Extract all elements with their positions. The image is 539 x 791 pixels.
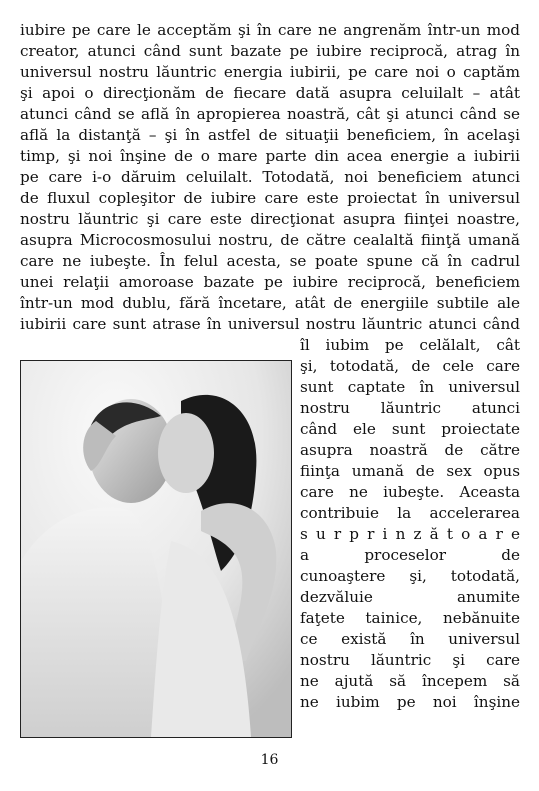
- body-line: nostru lăuntric şi care este direcţionat asupra fiinţei noastre,: [20, 210, 520, 228]
- side-line: ne iubim pe noi înşine: [300, 693, 520, 711]
- side-line: faţete tainice, nebănuite: [300, 609, 520, 627]
- side-line: ce există în universul: [300, 630, 520, 648]
- side-line: dezvăluie anumite: [300, 588, 520, 606]
- body-line: asupra Microcosmosului nostru, de către cealaltă fiinţă umană: [20, 231, 520, 249]
- side-line: sunt captate în universul: [300, 378, 520, 396]
- side-line: care ne iubeşte. Aceasta: [300, 483, 520, 501]
- body-line: iubire pe care le acceptăm şi în care ne angrenăm într-un mod: [20, 21, 520, 39]
- body-line: pe care i-o dăruim celuilalt. Totodată, noi beneficiem atunci: [20, 168, 520, 186]
- side-line: s u r p r i n z ă t o a r e: [300, 525, 520, 543]
- side-line: nostru lăuntric şi care: [300, 651, 520, 669]
- side-line: nostru lăuntric atunci: [300, 399, 520, 417]
- body-line: creator, atunci când sunt bazate pe iubire reciprocă, atrag în: [20, 42, 520, 60]
- side-line: a proceselor de: [300, 546, 520, 564]
- side-line: îl iubim pe celălalt, cât: [300, 336, 520, 354]
- side-line: când ele sunt proiectate: [300, 420, 520, 438]
- body-line: şi apoi o direcţionăm de fiecare dată asupra celuilalt – atât: [20, 84, 520, 102]
- body-line: atunci când se află în apropierea noastră, cât şi atunci când se: [20, 105, 520, 123]
- side-line: ne ajută să începem să: [300, 672, 520, 690]
- body-line: într-un mod dublu, fără încetare, atât de energiile subtile ale: [20, 294, 520, 312]
- side-line: cunoaştere şi, totodată,: [300, 567, 520, 585]
- body-line: unei relaţii amoroase bazate pe iubire reciprocă, beneficiem: [20, 273, 520, 291]
- couple-kissing-photo: [20, 360, 292, 738]
- body-line: care ne iubeşte. În felul acesta, se poate spune că în cadrul: [20, 252, 520, 270]
- body-line: iubirii care sunt atrase în universul nostru lăuntric atunci când: [20, 315, 520, 333]
- page-number: 16: [260, 752, 279, 768]
- side-line: contribuie la accelerarea: [300, 504, 520, 522]
- photo-illustration: [21, 361, 291, 737]
- side-line: şi, totodată, de cele care: [300, 357, 520, 375]
- body-line: de fluxul copleşitor de iubire care este proiectat în universul: [20, 189, 520, 207]
- body-line: află la distanţă – şi în astfel de situaţii beneficiem, în acelaşi: [20, 126, 520, 144]
- side-line: asupra noastră de către: [300, 441, 520, 459]
- body-line: timp, şi noi înşine de o mare parte din acea energie a iubirii: [20, 147, 520, 165]
- side-line: fiinţa umană de sex opus: [300, 462, 520, 480]
- body-line: universul nostru lăuntric energia iubirii, pe care noi o captăm: [20, 63, 520, 81]
